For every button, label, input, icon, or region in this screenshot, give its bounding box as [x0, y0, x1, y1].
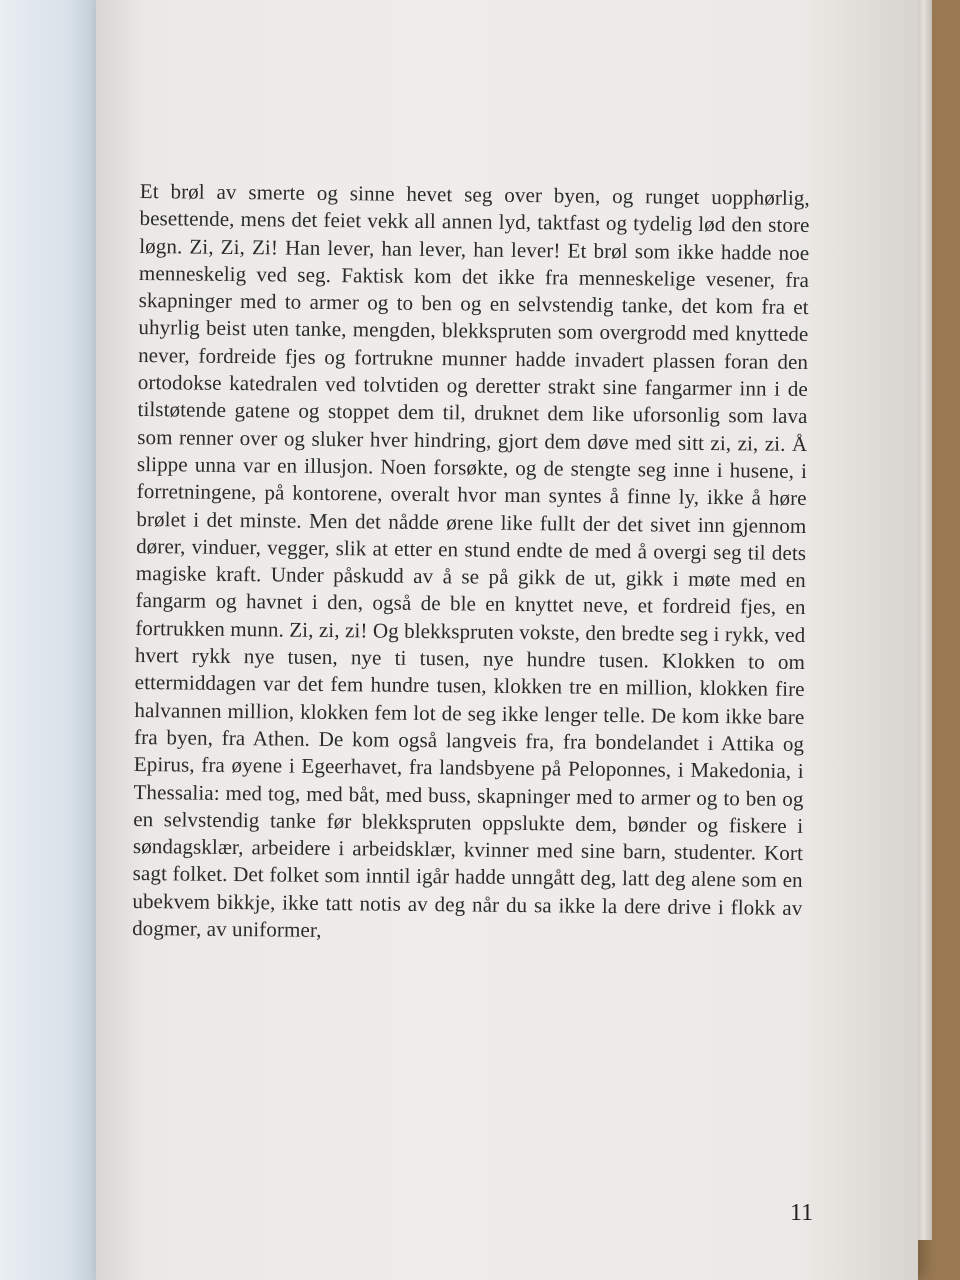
page-edge: [918, 0, 932, 1240]
page-number: 11: [790, 1200, 814, 1226]
paragraph: Et brøl av smerte og sinne hevet seg over byen, og runget uopphørlig, besettende, mens det feiet vekk all annen lyd, taktfast og tydelig lød den store løgn. Zi, Zi, Zi! Han lever, han lever, han lever! Et brøl som ikke hadde noe menneskelig ved seg. Faktisk kom det ikke fra menneskelige vesener, fra skapninger med to armer og to ben og en selvstendig tanke, det kom fra et uhyrlig beist uten tanke, mengden, blekkspruten som overgrodd med knyttede never, fordreide fjes og fortrukne munner hadde invadert plassen foran den ortodokse katedralen ved tolvtiden og deretter strakt sine fangarmer inn i de tilstøtende gatene og stoppet dem til, druknet dem like uforsonlig som lava som renner over og sluker hver hindring, gjort dem døve med sitt zi, zi, zi. Å slippe unna var en illusjon. Noen forsøkte, og de stengte seg inne i husene, i forretningene, på kontorene, overalt hvor man syntes å finne ly, ikke å høre brølet i det minste. Men det nådde ørene like fullt der det sivet inn gjennom dører, vinduer, vegger, slik at etter en stund endte de med å overgi seg til dets magiske kraft. Under påskudd av å se på gikk de ut, gikk i møte med en fangarm og havnet i den, også de ble en knyttet neve, et fordreid fjes, en fortrukken munn. Zi, zi, zi! Og blekkspruten vokste, den bredte seg i rykk, ved hvert rykk nye tusen, nye ti tusen, nye hundre tusen. Klokken to om ettermiddagen var det fem hundre tusen, klokken tre en million, klokken fire halvannen million, klokken fem lot de seg ikke lenger telle. De kom ikke bare fra byen, fra Athen. De kom også langveis fra, fra bondelandet i Attika og Epirus, fra øyene i Egeerhavet, fra landsbyene på Peloponnes, i Makedonia, i Thessalia: med tog, med båt, med buss, skapninger med to armer og to ben og en selvstendig tanke før blekkspruten oppslukte dem, bønder og fiskere i søndagsklær, arbeidere i arbeidsklær, kvinner med sine barn, studenter. Kort sagt folket. Det folket som inntil igår hadde unngått deg, latt deg alene som en ubekvem bikkje, ikke tatt notis av deg når du sa ikke la dere drive i flokk av dogmer, av uniformer,: [132, 178, 810, 942]
body-text: [132, 178, 810, 949]
facing-page: [0, 0, 110, 1280]
